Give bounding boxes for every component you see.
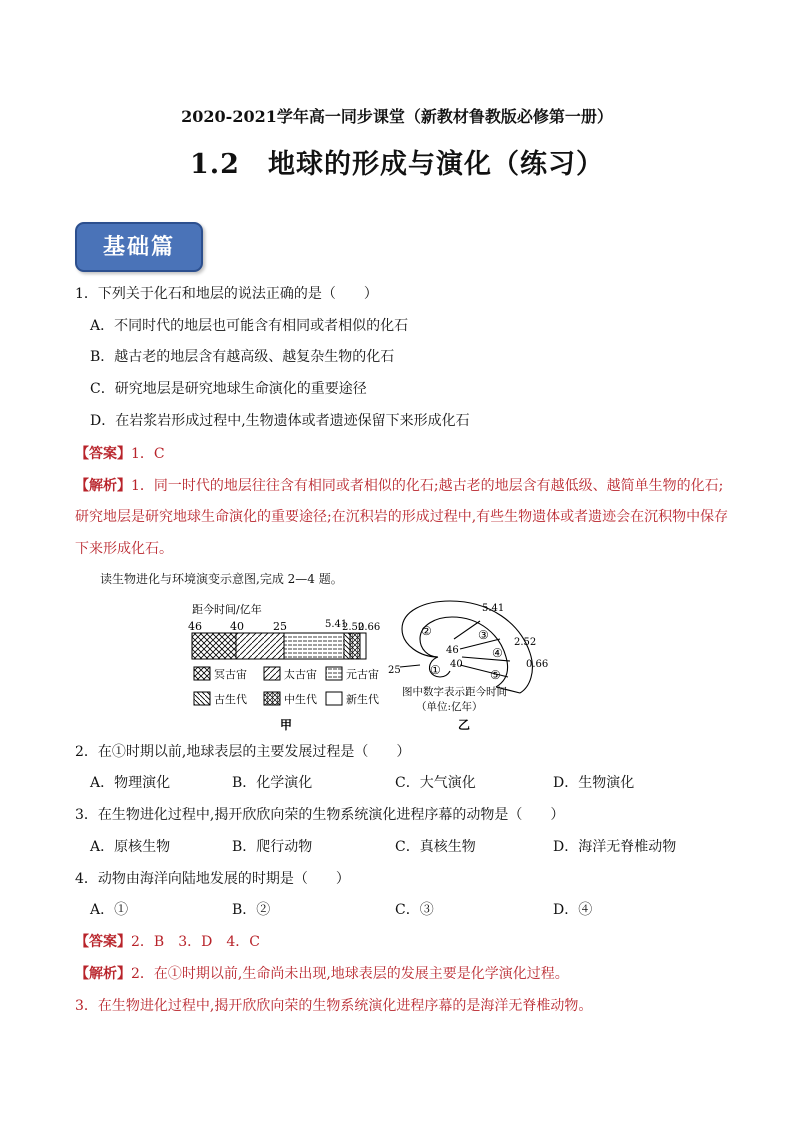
legend-swatch-mesozoic	[264, 692, 280, 705]
divider-3	[462, 657, 510, 661]
q2-options	[0, 772, 794, 792]
legend-archean: 太古宙	[284, 668, 317, 681]
answer-text: 1．C	[131, 446, 165, 462]
q4-stem: 4．动物由海洋向陆地发展的时期是（ ）	[75, 871, 350, 887]
q1-option-a: A．不同时代的地层也可能含有相同或者相似的化石	[90, 318, 409, 334]
divider-4	[460, 665, 508, 677]
answers-2-4-text: 2．B 3．D 4．C	[131, 934, 260, 950]
q2-option-c: C．大气演化	[395, 775, 476, 791]
legend-cenozoic: 新生代	[346, 693, 379, 706]
q1-analysis-line-2: 研究地层是研究地球生命演化的重要途径;在沉积岩的形成过程中,有些生物遗体或者遗迹会在沉积物中保存	[75, 509, 729, 525]
band-cenozoic	[360, 633, 366, 659]
legend-swatch-paleozoic	[194, 692, 210, 705]
answers-2-4	[75, 931, 260, 951]
analysis-2-4-line-2: 3．在生物进化过程中,揭开欣欣向荣的生物系统演化进程序幕的是海洋无脊椎动物。	[75, 998, 593, 1014]
analysis-text: 1．同一时代的地层往往含有相同或者相似的化石;越古老的地层含有越低级、越简单生物的化石;	[131, 478, 724, 494]
figure-caption: 读生物进化与环境演变示意图,完成 2—4 题。	[100, 572, 343, 586]
analysis-2-4-label: 【解析】	[75, 966, 131, 982]
spiral-num-40: 40	[450, 659, 463, 670]
q2-option-b: B．化学演化	[232, 775, 313, 791]
circle-2: ②	[421, 624, 432, 638]
legend-proterozoic: 元古宙	[346, 668, 379, 681]
circle-1: ①	[430, 663, 441, 677]
q2-stem: 2．在①时期以前,地球表层的主要发展过程是（ ）	[75, 744, 411, 760]
tick-40: 40	[230, 620, 244, 633]
legend-swatch-cenozoic	[326, 692, 342, 705]
tick-2-52: 2.52	[342, 622, 365, 633]
analysis-2-4-text-1: 2．在①时期以前,生命尚未出现,地球表层的发展主要是化学演化过程。	[131, 966, 569, 982]
subtitle: 2020-2021学年高一同步课堂（新教材鲁教版必修第一册）	[181, 107, 613, 126]
axis-label: 距今时间/亿年	[192, 603, 262, 616]
band-hadean	[192, 633, 236, 659]
tick-0-66: 0.66	[358, 622, 381, 633]
spiral-note-2: （单位:亿年）	[416, 701, 483, 713]
q2-option-a: A．物理演化	[90, 775, 171, 791]
spiral-num-0-66: 0.66	[526, 659, 549, 670]
band-mesozoic	[350, 633, 360, 659]
spiral-num-25: 25	[388, 665, 401, 676]
q1-option-c: C．研究地层是研究地球生命演化的重要途径	[90, 381, 367, 397]
divider-5	[400, 665, 420, 667]
q3-option-a: A．原核生物	[90, 839, 171, 855]
legend-hadean: 冥古宙	[214, 668, 247, 681]
q4-options	[0, 899, 794, 919]
q2-option-d: D．生物演化	[553, 775, 635, 791]
tick-25: 25	[273, 620, 287, 633]
band-archean	[236, 633, 284, 659]
q3-option-b: B．爬行动物	[232, 839, 313, 855]
spiral-num-2-52: 2.52	[514, 637, 537, 648]
q3-option-d: D．海洋无脊椎动物	[553, 839, 677, 855]
analysis-2-4-line-1	[75, 963, 569, 983]
legend-paleozoic: 古生代	[214, 693, 247, 706]
analysis-label: 【解析】	[75, 478, 131, 494]
answer-label: 【答案】	[75, 446, 131, 462]
spiral-num-5-41: 5.41	[482, 603, 505, 614]
q1-option-b: B．越古老的地层含有越高级、越复杂生物的化石	[90, 349, 395, 365]
q1-answer	[75, 443, 165, 463]
tick-5-41: 5.41	[325, 619, 348, 630]
figure-label-yi: 乙	[458, 718, 471, 732]
page-title: 1.2 地球的形成与演化（练习）	[190, 149, 604, 180]
tick-46: 46	[188, 620, 202, 633]
q4-option-c: C．③	[395, 902, 434, 918]
q4-option-a: A．①	[90, 902, 129, 918]
band-paleozoic	[344, 633, 350, 659]
circle-5: ⑤	[490, 668, 501, 682]
q1-analysis-line-3: 下来形成化石。	[75, 541, 173, 557]
q4-option-b: B．②	[232, 902, 271, 918]
q1-option-d: D．在岩浆岩形成过程中,生物遗体或者遗迹保留下来形成化石	[90, 413, 470, 429]
section-tag	[75, 222, 203, 272]
legend-swatch-archean	[264, 667, 280, 680]
band-proterozoic	[284, 633, 344, 659]
q4-option-d: D．④	[553, 902, 593, 918]
legend-swatch-proterozoic	[326, 667, 342, 680]
circle-3: ③	[478, 628, 489, 642]
q3-stem: 3．在生物进化过程中,揭开欣欣向荣的生物系统演化进程序幕的动物是（ ）	[75, 807, 565, 823]
q3-option-c: C．真核生物	[395, 839, 476, 855]
evolution-figure	[180, 595, 560, 745]
answers-2-4-label: 【答案】	[75, 934, 131, 950]
legend-mesozoic: 中生代	[284, 693, 317, 706]
spiral-num-46: 46	[446, 645, 459, 656]
q3-options	[0, 836, 794, 856]
legend-swatch-hadean	[194, 667, 210, 680]
divider-1	[454, 621, 480, 639]
spiral-note-1: 图中数字表示距今时间	[402, 686, 507, 698]
section-tag-label: 基础篇	[102, 234, 175, 260]
q1-stem: 1．下列关于化石和地层的说法正确的是（ ）	[75, 286, 378, 302]
q1-analysis-line-1	[75, 475, 723, 495]
spiral-diagram	[400, 601, 532, 693]
figure-label-jia: 甲	[280, 718, 293, 732]
circle-4: ④	[492, 646, 503, 660]
